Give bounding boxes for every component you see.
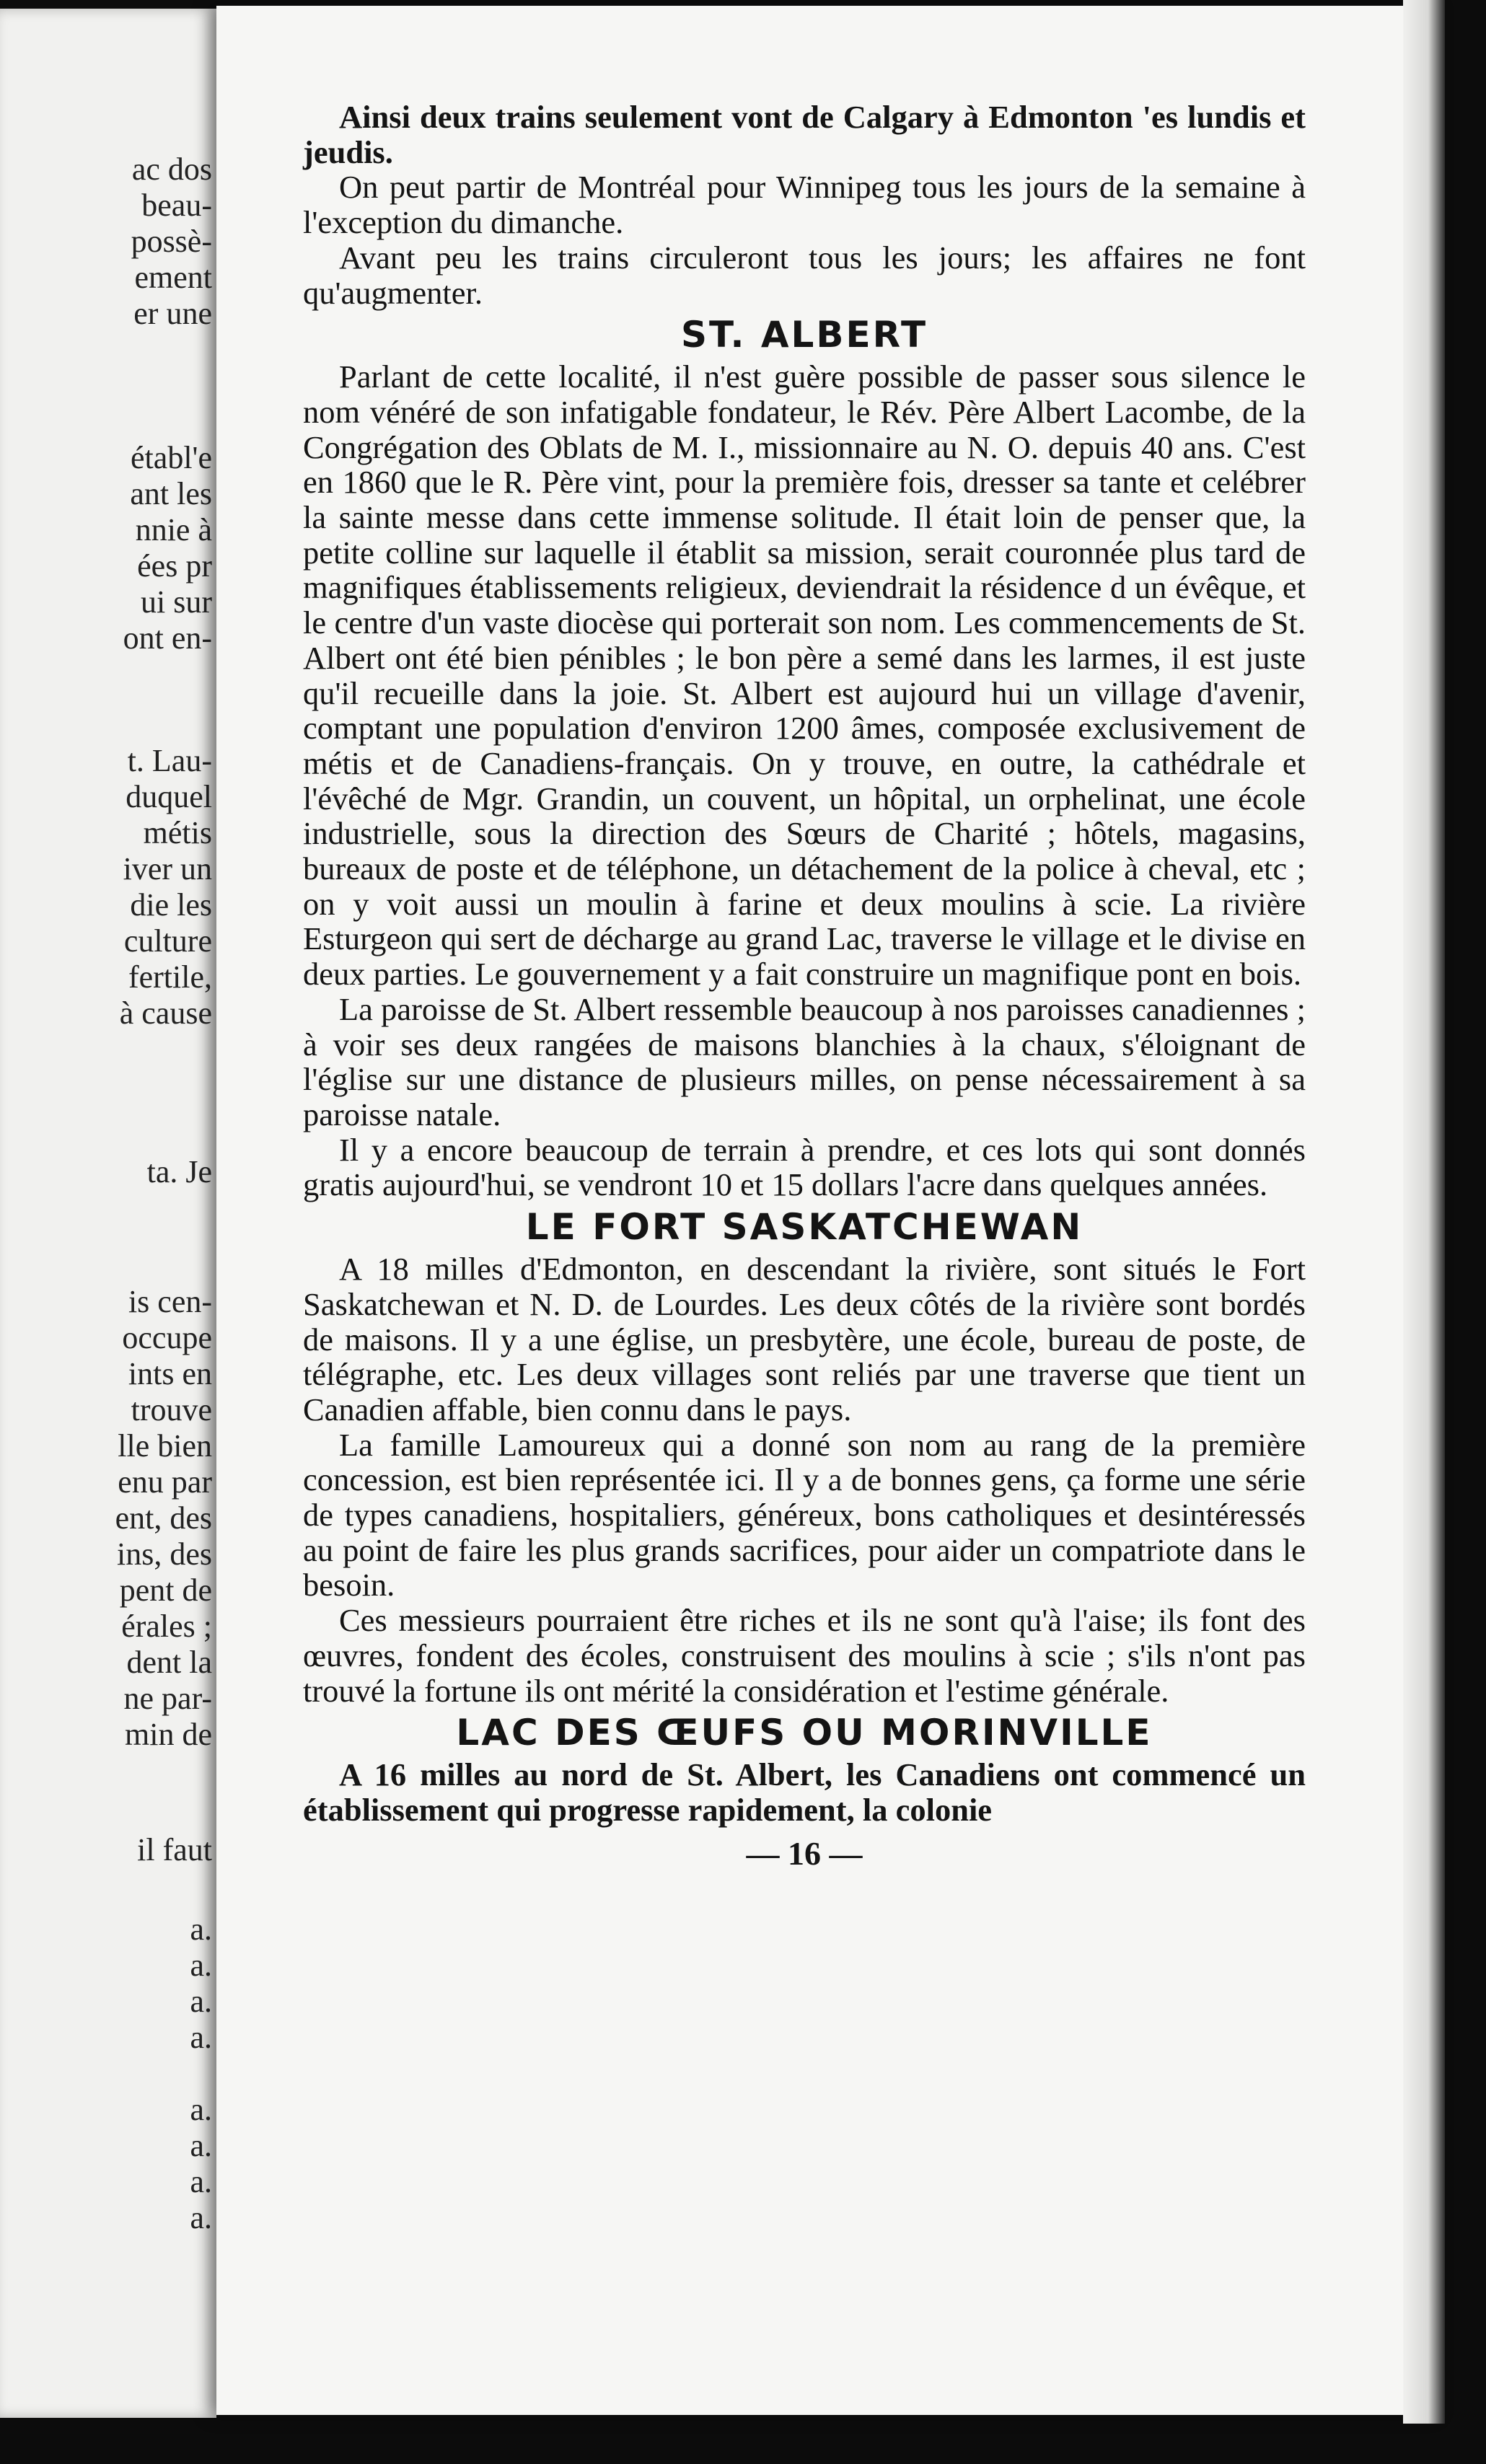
left-page-fragment: ement: [134, 260, 212, 295]
text-column: [303, 100, 1306, 1871]
body-paragraph: Parlant de cette localité, il n'est guère possible de passer sous silence le nom vénéré de son infatigable fondateur, le Rév. Père Albert Lacombe, de la Congrégation des Oblats de M. I., missionnaire au N. O. depuis 40 ans. C'est en 1860 que le R. Père vint, pour la première fois, dresser sa tante et celébrer la sainte messe dans cette immense solitude. Il était loin de penser que, la petite colline sur laquelle il établit sa mission, serait couronnée plus tard de magnifiques établissements religieux, deviendrait la résidence d un évêque, et le centre d'un vaste diocèse qui porterait son nom. Les commencements de St. Albert ont été bien pénibles ; le bon père a semé dans les larmes, il est juste qu'il recueille dans la joie. St. Albert est aujourd hui un village d'avenir, comptant une population d'environ 1200 âmes, composée exclusivement de métis et de Canadiens-français. On y trouve, en outre, la cathédrale et l'évêché de Mgr. Grandin, un couvent, un hôpital, un orphelinat, une école industrielle, sous la direction des Sœurs de Charité ; hôtels, magasins, bureaux de poste et de téléphone, un détachement de la police à cheval, etc ; on y voit aussi un moulin à farine et deux moulins à scie. La rivière Esturgeon qui sert de décharge au grand Lac, traverse le village et le divise en deux parties. Le gouvernement y a fait construire un magnifique pont en bois.: [303, 358, 1306, 993]
left-page-fragment: dent la: [126, 1645, 212, 1680]
left-page-fragment: a.: [190, 2020, 212, 2055]
body-paragraph: La paroisse de St. Albert ressemble beaucoup à nos paroisses canadiennes ; à voir ses deux rangées de maisons blanchies à la chaux, s'éloignant de l'église sur une distance de plusieurs milles, on pense nécessairement à sa paroisse natale.: [303, 990, 1306, 1132]
body-paragraph: A 18 milles d'Edmonton, en descendant la rivière, sont situés le Fort Saskatchewan et N. D. de Lourdes. Les deux côtés de la rivière sont bordés de maisons. Il y a une église, un presbytère, une école, bureau de poste, de télégraphe, etc. Les deux villages sont reliés par une traverse que tient un Canadien affable, bien connu dans le pays.: [303, 1251, 1306, 1427]
left-page-strip: [0, 9, 216, 2418]
left-page-fragment: ant les: [130, 476, 212, 511]
left-page-fragment: lle bien: [118, 1428, 212, 1464]
section-heading: LAC DES ŒUFS OU MORINVILLE: [456, 1712, 1153, 1754]
body-paragraph: Ces messieurs pourraient être riches et ils ne sont qu'à l'aise; ils font des œuvres, fondent des écoles, construisent des moulins à scie ; s'ils n'ont pas trouvé la fortune ils ont mérité la considération et l'estime générale.: [303, 1602, 1306, 1709]
body-paragraph: Ainsi deux trains seulement vont de Calgary à Edmonton 'es lundis et jeudis.: [303, 99, 1306, 170]
left-page-fragment: beau-: [141, 188, 212, 223]
left-page-fragment: ées pr: [137, 548, 212, 584]
page-edge-shadow: [1403, 0, 1445, 2424]
body-paragraph: Il y a encore beaucoup de terrain à prendre, et ces lots qui sont donnés gratis aujourd'hui, se vendront 10 et 15 dollars l'acre dans quelques années.: [303, 1131, 1306, 1203]
left-page-fragment: fertile,: [128, 959, 212, 995]
section-heading: LE FORT SASKATCHEWAN: [525, 1206, 1083, 1249]
left-page-fragment: ints en: [128, 1356, 212, 1391]
left-page-fragment: is cen-: [128, 1284, 212, 1319]
body-paragraph: La famille Lamoureux qui a donné son nom au rang de la première concession, est bien représentée ici. Il y a de bonnes gens, ça forme une série de types canadiens, hospitaliers, généreux, bons catholiques et desintéressés au point de faire les plus grands sacrifices, pour aider un compatriote dans le besoin.: [303, 1426, 1306, 1603]
left-page-fragment: occupe: [122, 1320, 212, 1355]
left-page-fragment: a.: [190, 1984, 212, 2019]
body-paragraph: Avant peu les trains circuleront tous les jours; les affaires ne font qu'augmenter.: [303, 239, 1306, 311]
left-page-fragment: a.: [190, 2200, 212, 2235]
left-page-fragment: iver un: [123, 851, 212, 886]
left-page-fragment: ui sur: [141, 584, 212, 620]
section-heading: ST. ALBERT: [680, 314, 928, 356]
left-page-fragment: trouve: [131, 1392, 212, 1427]
left-page-fragment: pent de: [119, 1572, 212, 1608]
left-page-fragment: érales ;: [121, 1609, 212, 1644]
left-page-fragment: à cause: [119, 995, 212, 1031]
left-page-fragment: métis: [143, 815, 212, 850]
page-number: — 16 —: [746, 1834, 863, 1872]
left-page-fragment: possè-: [131, 224, 212, 259]
left-page-fragment: a.: [190, 2164, 212, 2199]
left-page-fragment: a.: [190, 2128, 212, 2163]
left-page-fragment: er une: [133, 296, 212, 331]
left-page-fragment: culture: [123, 923, 212, 959]
left-page-fragment: duquel: [126, 779, 212, 814]
left-page-fragment: min de: [125, 1717, 212, 1752]
left-page-fragment: enu par: [118, 1464, 212, 1500]
left-page-fragment: nnie à: [135, 512, 212, 547]
body-paragraph: A 16 milles au nord de St. Albert, les Canadiens ont commencé un établissement qui progresse rapidement, la colonie: [303, 1756, 1306, 1828]
left-page-fragment: ta. Je: [146, 1154, 212, 1189]
left-page-fragment: a.: [190, 1948, 212, 1983]
left-page-fragment: a.: [190, 2092, 212, 2127]
left-page-fragment: ac dos: [131, 151, 212, 187]
left-page-fragment: ins, des: [117, 1536, 212, 1572]
left-page-fragment: a.: [190, 1911, 212, 1947]
left-page-fragment: ont en-: [123, 620, 212, 656]
left-page-fragment: établ'e: [131, 440, 212, 475]
left-page-fragment: t. Lau-: [127, 743, 212, 778]
left-page-fragment: die les: [130, 887, 212, 923]
body-paragraph: On peut partir de Montréal pour Winnipeg tous les jours de la semaine à l'exception du dimanche.: [303, 169, 1306, 241]
left-page-fragment: il faut: [137, 1832, 212, 1867]
left-page-fragment: ne par-: [123, 1681, 212, 1716]
left-page-fragment: ent, des: [115, 1500, 212, 1536]
